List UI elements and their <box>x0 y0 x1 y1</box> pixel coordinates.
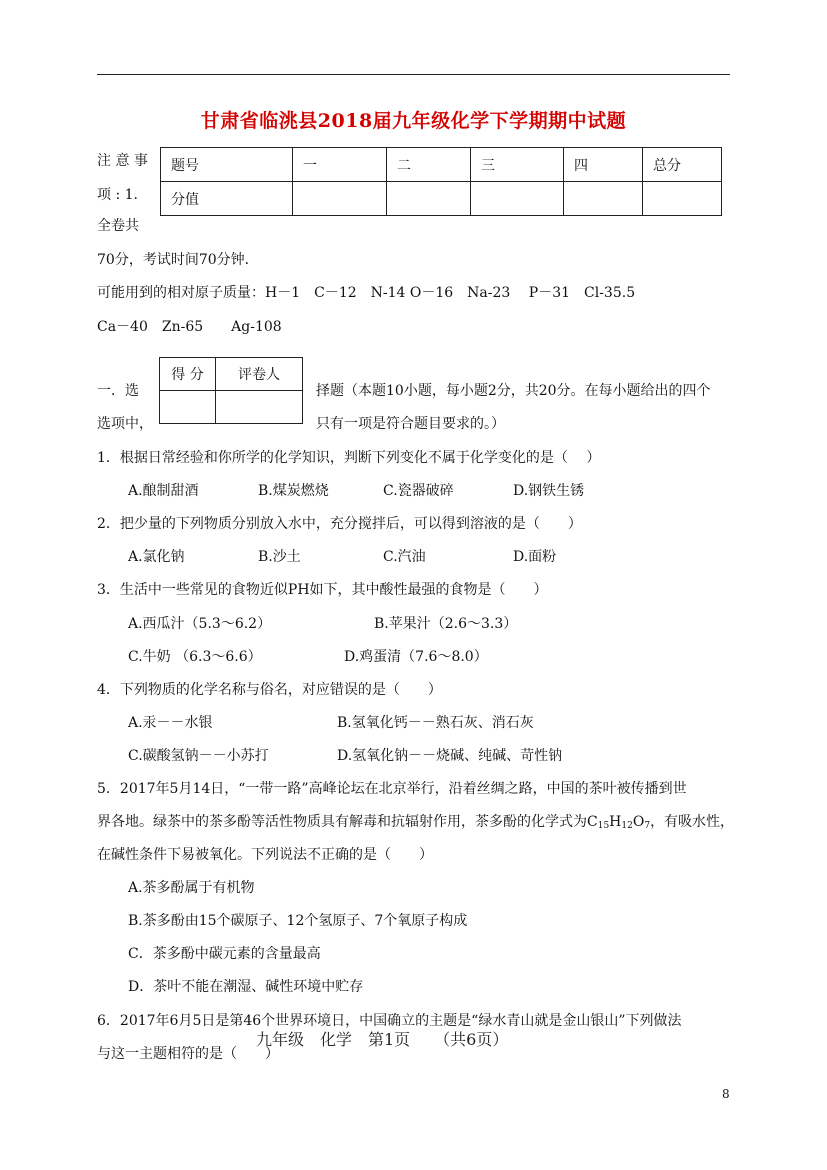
score-cell-label: 题号 <box>161 148 293 182</box>
notice-line-2: 项 : 1. <box>97 187 138 203</box>
q6-stem-line-1: 6．2017年6月5日是第46个世界环境日，中国确立的主题是“绿水青山就是金山银山”下列做法 <box>97 1013 682 1029</box>
q5-option-c: C．茶多酚中碳元素的含量最高 <box>128 946 321 962</box>
score-cell-2: 二 <box>387 148 471 182</box>
page-title: 甘肃省临洮县2018届九年级化学下学期期中试题 <box>200 110 627 132</box>
q4-option-a: A.汞－－水银 <box>128 715 213 731</box>
section1-right-1: 择题（本题10小题，每小题2分，共20分。在每小题给出的四个 <box>316 383 711 399</box>
score-table-header-row <box>161 148 722 182</box>
formula-h: H <box>609 814 622 830</box>
page-footer-label: 九年级 化学 第1页 （共6页） <box>256 1030 509 1049</box>
notice-line-3: 全卷共 <box>97 218 139 234</box>
q4-option-c: C.碳酸氢钠－－小苏打 <box>128 748 269 764</box>
q1-option-c: C.瓷器破碎 <box>383 483 454 499</box>
q6-stem-line-2: 与这一主题相符的是（ ） <box>97 1046 279 1062</box>
section1-left-2: 选项中， <box>97 416 153 432</box>
q1-option-d: D.钢铁生锈 <box>513 483 585 499</box>
notice-line-1: 注 意 事 <box>97 153 148 169</box>
score-value-label: 分值 <box>161 182 293 216</box>
q4-stem: 4．下列物质的化学名称与俗名，对应错误的是（ ） <box>97 682 442 698</box>
q3-option-b: B.苹果汁（2.6～3.3） <box>374 616 518 632</box>
q3-stem: 3．生活中一些常见的食物近似PH如下，其中酸性最强的食物是（ ） <box>97 582 548 598</box>
atomic-masses-line-1: 可能用到的相对原子质量：H－1 C－12 N-14 O－16 Na-23 P－31 Cl-35.5 <box>97 285 636 301</box>
grader-table <box>159 357 303 424</box>
score-cell-1: 一 <box>293 148 387 182</box>
q2-option-b: B.沙土 <box>258 549 301 565</box>
q5-option-b: B.茶多酚由15个碳原子、12个氢原子、7个氧原子构成 <box>128 913 468 929</box>
score-value-total <box>643 182 722 216</box>
q4-option-d: D.氢氧化钠－－烧碱、纯碱、苛性钠 <box>337 748 563 764</box>
atomic-masses-line-2: Ca－40 Zn-65 Ag-108 <box>97 319 282 335</box>
page-number: 8 <box>722 1087 730 1101</box>
grader-score-header: 得 分 <box>160 358 216 391</box>
q5-stem-line-3: 在碱性条件下易被氧化。下列说法不正确的是（ ） <box>97 847 433 863</box>
formula-sub-h: 12 <box>621 821 633 831</box>
q2-option-d: D.面粉 <box>513 549 557 565</box>
q3-option-c: C.牛奶 （6.3～6.6） <box>128 649 262 665</box>
score-table-value-row <box>161 182 722 216</box>
score-table <box>160 147 722 216</box>
grader-name-header: 评卷人 <box>216 358 303 391</box>
score-cell-3: 三 <box>471 148 564 182</box>
q5-stem-line-2 <box>97 812 734 836</box>
q2-option-a: A.氯化钠 <box>128 549 185 565</box>
q3-option-d: D.鸡蛋清（7.6～8.0） <box>344 649 488 665</box>
q1-option-a: A.酿制甜酒 <box>128 483 199 499</box>
grader-name-cell <box>216 391 303 424</box>
formula-o: O <box>632 814 645 830</box>
q4-option-b: B.氢氧化钙－－熟石灰、消石灰 <box>337 715 534 731</box>
q2-stem: 2．把少量的下列物质分别放入水中，充分搅拌后，可以得到溶液的是（ ） <box>97 516 582 532</box>
score-value-3 <box>471 182 564 216</box>
q5-stem-line-1: 5．2017年5月14日，“一带一路”高峰论坛在北京举行，沿着丝绸之路，中国的茶叶被传播到世 <box>97 781 687 797</box>
formula-sub-c: 15 <box>597 821 610 831</box>
q5-stem-text-tail: ，有吸水性， <box>650 814 735 830</box>
q5-option-a: A.茶多酚属于有机物 <box>128 880 255 896</box>
q1-option-b: B.煤炭燃烧 <box>258 483 329 499</box>
q1-stem: 1．根据日常经验和你所学的化学知识，判断下列变化不属于化学变化的是（ ） <box>97 450 601 466</box>
q5-option-d: D．茶叶不能在潮湿、碱性环境中贮存 <box>128 979 364 995</box>
score-value-4 <box>564 182 643 216</box>
formula-sub-o: 7 <box>644 821 651 831</box>
score-value-1 <box>293 182 387 216</box>
notice-line-4: 70分，考试时间70分钟． <box>97 252 259 268</box>
q5-stem-text: 界各地。绿茶中的茶多酚等活性物质具有解毒和抗辐射作用，茶多酚的化学式为C <box>97 814 598 830</box>
section1-right-2: 只有一项是符合题目要求的。） <box>316 416 505 432</box>
q2-option-c: C.汽油 <box>383 549 426 565</box>
score-cell-4: 四 <box>564 148 643 182</box>
section1-left-1: 一．选 <box>97 383 139 399</box>
q3-option-a: A.西瓜汁（5.3～6.2） <box>128 616 272 632</box>
grader-score-cell <box>160 391 216 424</box>
score-value-2 <box>387 182 471 216</box>
score-cell-total: 总分 <box>643 148 722 182</box>
top-rule <box>97 74 730 75</box>
